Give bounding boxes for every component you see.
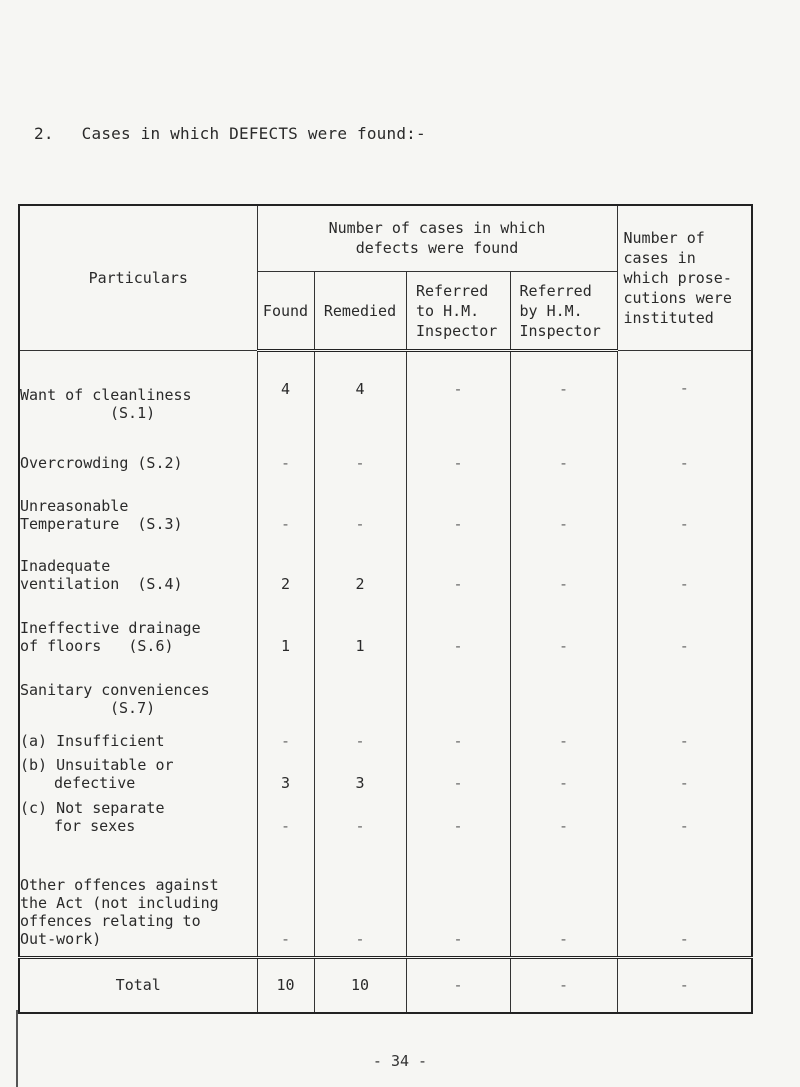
total-referred-by: - [510,957,617,1013]
prosecutions-label: Number of cases in which prose- cutions were instituted [623,229,732,328]
row-label-line: Unreasonable [20,497,129,516]
total-label: Total [19,957,257,1013]
row-label [19,721,257,753]
cases-group-header [257,205,617,271]
cell-prosecutions: - [617,597,752,659]
cell-empty [257,659,314,721]
cell-referred-by: - [510,426,617,476]
cell-referred-by: - [510,754,617,797]
row-label [19,351,257,426]
row-label [19,426,257,476]
cell-referred-to: - [406,476,510,537]
row-label-line: defective [54,774,136,793]
cell-referred-to: - [406,426,510,476]
row-label-line: the Act (not including [20,893,219,912]
cell-prosecutions: - [617,721,752,753]
cell-referred-by: - [510,597,617,659]
row-label-line: offences relating to [20,911,201,930]
table-row [19,537,752,597]
row-label-line: Sanitary conveniences [20,681,210,700]
row-label-line: ventilation (S.4) [20,575,183,594]
row-label [19,754,257,797]
cell-referred-by: - [510,721,617,753]
row-label-line: Want of cleanliness [20,385,192,404]
row-label-line: (b) Unsuitable or [20,756,174,775]
cell-prosecutions: - [617,839,752,957]
table-row [19,754,752,797]
cell-prosecutions: - [617,754,752,797]
cell-remedied: 1 [314,597,406,659]
cell-referred-to: - [406,597,510,659]
prosecutions-header [617,205,752,351]
cell-remedied: - [314,476,406,537]
table-row [19,351,752,426]
row-label-line: Other offences against [20,875,219,894]
cell-remedied: 3 [314,754,406,797]
table-row [19,597,752,659]
cell-remedied: - [314,839,406,957]
particulars-header: Particulars [19,205,257,351]
cell-prosecutions: - [617,796,752,839]
row-label [19,659,257,721]
table-row [19,659,752,721]
cell-referred-by: - [510,796,617,839]
cell-found: - [257,426,314,476]
cell-remedied: 2 [314,537,406,597]
col-referred-by-header [510,271,617,350]
total-found: 10 [257,957,314,1013]
cell-referred-by: - [510,839,617,957]
cell-empty [510,659,617,721]
row-label-line: Temperature (S.3) [20,515,183,534]
cell-referred-by: - [510,537,617,597]
row-label [19,839,257,957]
row-label-line: (a) Insufficient [20,731,165,750]
section-number: 2. [34,124,54,143]
defects-table [18,204,753,1014]
cell-referred-to: - [406,721,510,753]
cell-prosecutions: - [617,351,752,426]
total-remedied: 10 [314,957,406,1013]
cell-remedied: 4 [314,351,406,426]
col-referred-to-label: Referred to H.M. Inspector [416,281,498,340]
cell-found: - [257,476,314,537]
table-row [19,721,752,753]
row-label-line: (S.7) [110,699,156,718]
cell-found: - [257,839,314,957]
row-label-line: (S.1) [110,403,156,422]
cell-found: 3 [257,754,314,797]
cell-referred-to: - [406,839,510,957]
total-row [19,957,752,1013]
cell-remedied: - [314,796,406,839]
row-label-line: Inadequate [20,557,111,576]
total-prosecutions: - [617,957,752,1013]
cell-empty [406,659,510,721]
margin-rule [16,1010,18,1087]
cell-remedied: - [314,426,406,476]
cell-referred-to: - [406,754,510,797]
cell-found: 2 [257,537,314,597]
cell-referred-to: - [406,796,510,839]
row-label-line: for sexes [54,817,136,836]
col-referred-to-header [406,271,510,350]
cell-empty [617,659,752,721]
section-heading [34,124,426,143]
cell-empty [314,659,406,721]
row-label [19,796,257,839]
col-referred-by-label: Referred by H.M. Inspector [519,281,601,340]
cell-found: 1 [257,597,314,659]
col-remedied-header: Remedied [314,271,406,350]
col-found-header: Found [257,271,314,350]
row-label-line: of floors (S.6) [20,637,174,656]
total-referred-to: - [406,957,510,1013]
row-label-line: Overcrowding (S.2) [20,454,183,473]
cell-prosecutions: - [617,476,752,537]
row-label [19,537,257,597]
row-label [19,476,257,537]
table-row [19,476,752,537]
cell-found: - [257,721,314,753]
page-number: - 34 - [372,1052,428,1070]
cases-group-label: Number of cases in which defects were found [328,219,546,258]
section-title: Cases in which DEFECTS were found:- [81,124,426,143]
cell-referred-to: - [406,351,510,426]
cell-prosecutions: - [617,426,752,476]
row-label-line: Out-work) [20,929,102,948]
cell-prosecutions: - [617,537,752,597]
cell-found: 4 [257,351,314,426]
row-label-line: (c) Not separate [20,799,165,818]
table-row [19,796,752,839]
cell-found: - [257,796,314,839]
row-label-line: Ineffective drainage [20,619,201,638]
cell-referred-by: - [510,351,617,426]
table-row [19,426,752,476]
cell-remedied: - [314,721,406,753]
cell-referred-by: - [510,476,617,537]
table-row [19,839,752,957]
cell-referred-to: - [406,537,510,597]
row-label [19,597,257,659]
